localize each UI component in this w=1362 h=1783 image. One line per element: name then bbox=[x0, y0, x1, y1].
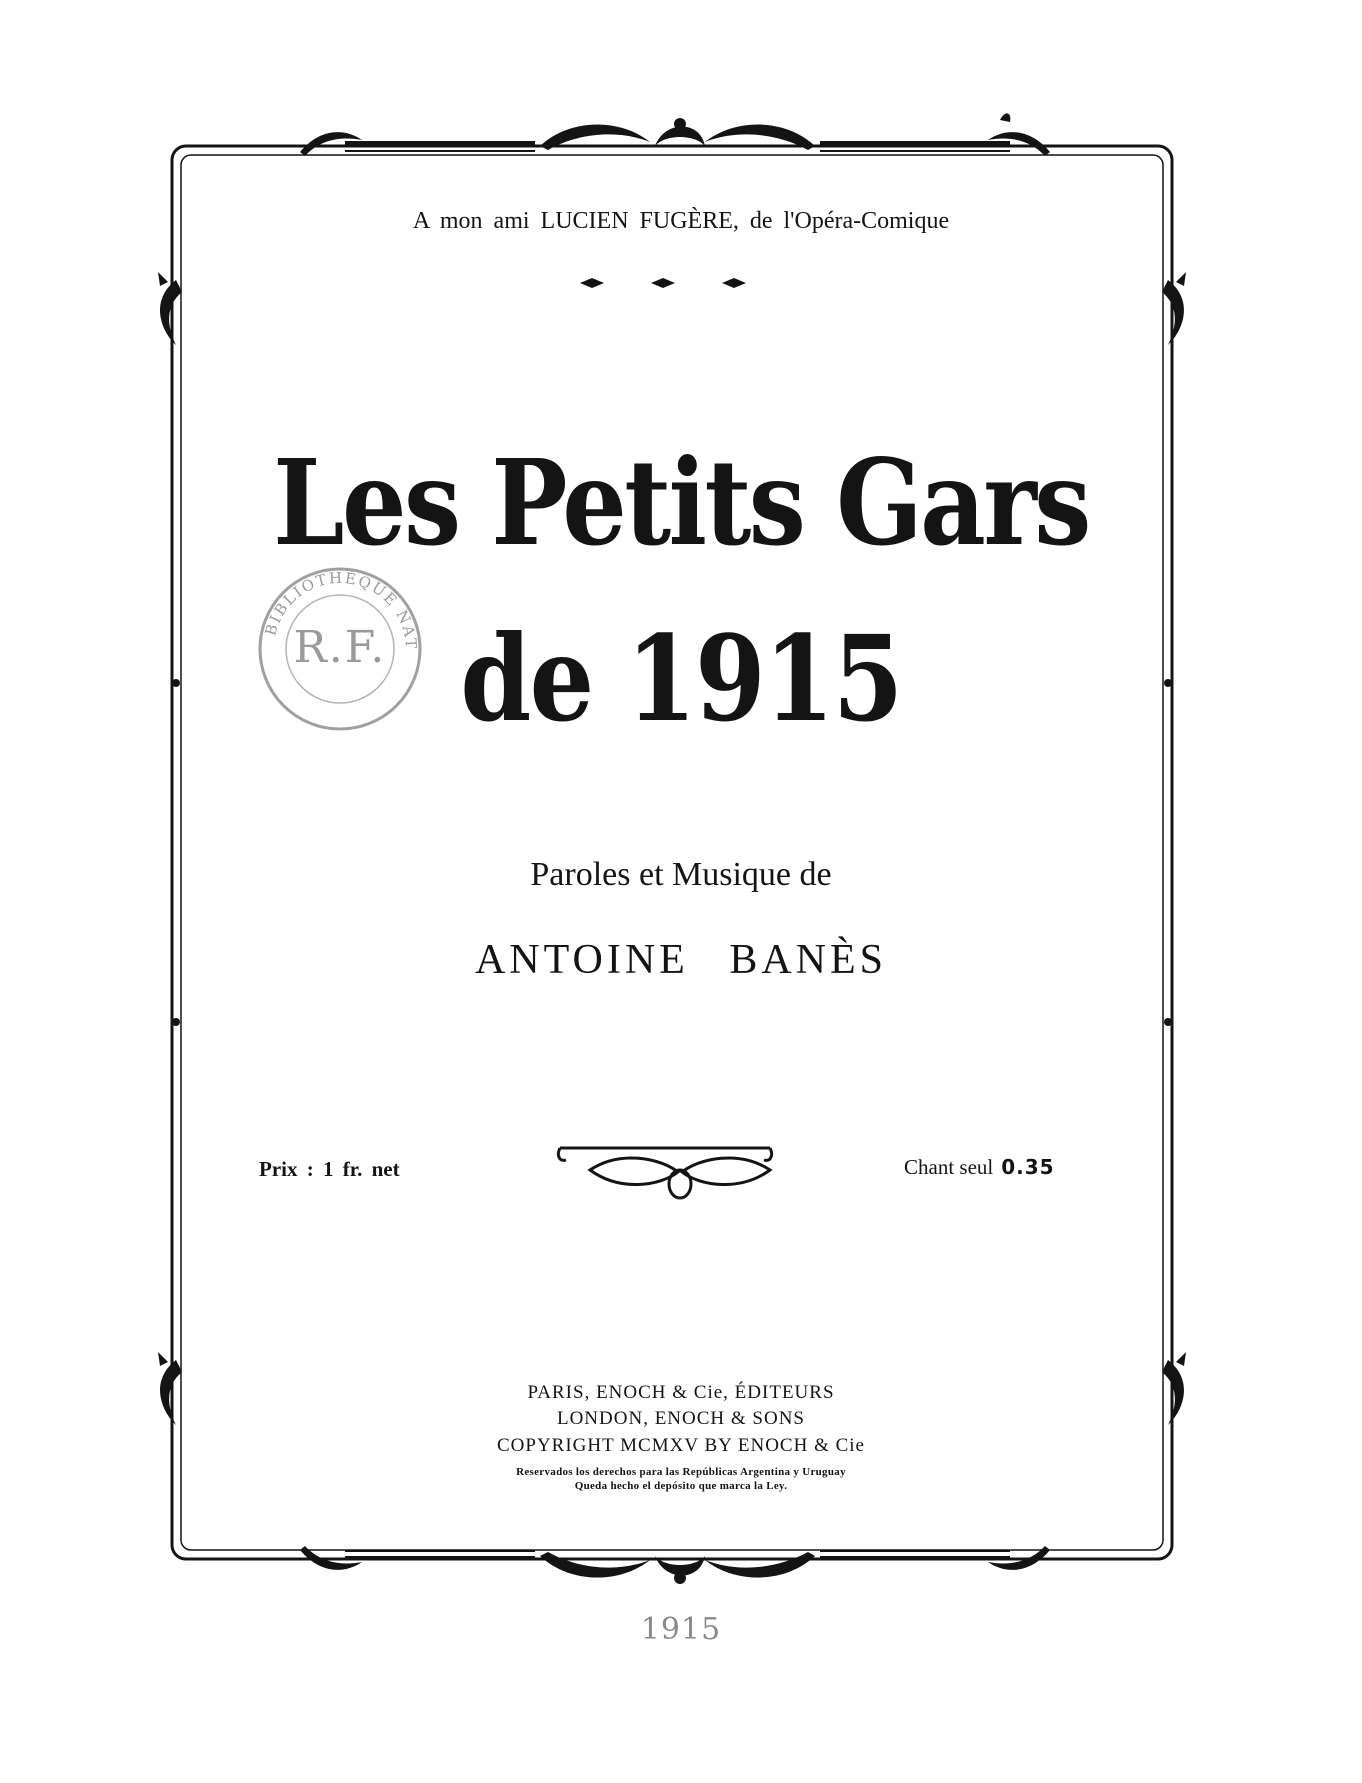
title-line-1: Les Petits Gars bbox=[273, 433, 1089, 572]
catalog-number: 1915 bbox=[640, 1612, 722, 1647]
rights-notice-line-1: Reservados los derechos para las Repúblicas Argentina y Uruguay bbox=[516, 1466, 846, 1478]
top-ornament bbox=[300, 113, 1050, 156]
fleuron-row bbox=[580, 278, 746, 288]
center-scroll-ornament bbox=[558, 1148, 771, 1198]
publisher-paris: PARIS, ENOCH & Cie, ÉDITEURS bbox=[527, 1382, 835, 1403]
bottom-ornament bbox=[300, 1546, 1050, 1584]
copyright-line: COPYRIGHT MCMXV BY ENOCH & Cie bbox=[497, 1435, 865, 1456]
rights-notice-line-2: Queda hecho el depósito que marca la Ley. bbox=[574, 1480, 788, 1492]
author-name: ANTOINE BANÈS bbox=[474, 937, 888, 983]
price-full: Prix : 1 fr. net bbox=[259, 1157, 400, 1181]
stamp-initials: R.F. bbox=[293, 622, 387, 673]
svg-text:BIBLIOTHÈQUE NATIONALE: BIBLIOTHÈQUE NAT bbox=[261, 568, 421, 651]
title-line-2: de 1915 bbox=[460, 609, 902, 748]
price-voice-value: 0.35 bbox=[1001, 1155, 1055, 1179]
dedication: A mon ami LUCIEN FUGÈRE, de l'Opéra-Comique bbox=[412, 208, 950, 234]
price-voice-only bbox=[904, 1155, 1055, 1180]
credit-label: Paroles et Musique de bbox=[530, 856, 832, 893]
price-voice-label: Chant seul bbox=[904, 1155, 994, 1179]
publisher-london: LONDON, ENOCH & SONS bbox=[556, 1408, 805, 1429]
